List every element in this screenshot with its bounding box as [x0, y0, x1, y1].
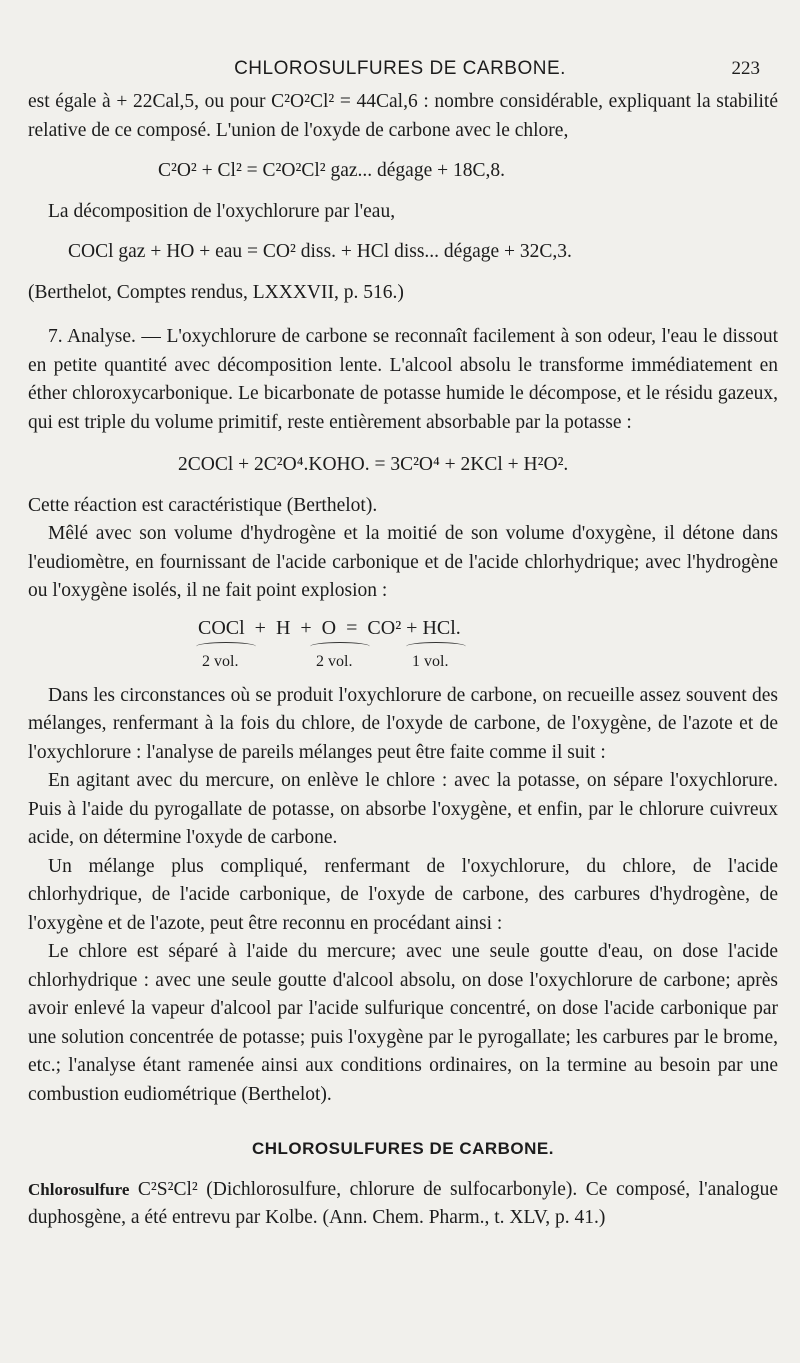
entry-lead: Chlorosulfure	[28, 1179, 130, 1199]
formula: 2COCl + 2C²O⁴.KOHO. = 3C²O⁴ + 2KCl + H²O².	[178, 454, 569, 475]
paragraph	[28, 1176, 778, 1233]
paragraph: La décomposition de l'oxychlorure par l'eau,	[48, 200, 396, 222]
formula: COCl gaz + HO + eau = CO² diss. + HCl diss... dégage + 32C,3.	[68, 241, 572, 262]
page-number: 223	[731, 58, 760, 79]
volume-equation	[28, 612, 778, 678]
citation: (Berthelot, Comptes rendus, LXXXVII, p. 516.)	[28, 281, 404, 303]
formula: COCl + H + O = CO² + HCl.	[198, 616, 461, 639]
paragraph: En agitant avec du mercure, on enlève le chlore : avec la potasse, on sépare l'oxychlorure. Puis à l'aide du pyrogallate de potasse, on absorbe l'oxygène, et enfin, par le chlorure cuivreux acide, on détermine l'oxyde de carbone.	[28, 770, 778, 848]
entry-text: C²S²Cl² (Dichlorosulfure, chlorure de sulfocarbonyle). Ce composé, l'analogue duphosgène, a été entrevu par Kolbe. (Ann. Chem. Pharm., t. XLV, p. 41.)	[28, 1178, 778, 1228]
running-head	[0, 58, 800, 88]
paragraph: Dans les circonstances où se produit l'oxychlorure de carbone, on recueille assez souvent des mélanges, renfermant à la fois du chlore, de l'oxyde de carbone, de l'oxygène, de l'azote et de l'oxychlorure : l'analyse de pareils mélanges peut être faite comme il suit :	[28, 684, 778, 763]
running-title: CHLOROSULFURES DE CARBONE.	[234, 58, 566, 79]
paragraph: Mêlé avec son volume d'hydrogène et la moitié de son volume d'oxygène, il détone dans l'eudiomètre, en fournissant de l'acide carbonique et de l'acide chlorhydrique; avec l'hydrogène ou l'oxygène isolés, il ne fait point explosion :	[28, 523, 778, 601]
paragraph: Cette réaction est caractéristique (Berthelot).	[28, 494, 378, 516]
paragraph: Le chlore est séparé à l'aide du mercure; avec une seule goutte d'eau, on dose l'acide chlorhydrique : avec une seule goutte d'alcool absolu, on dose l'oxychlorure de carbone; après avoir enlevé la vapeur d'alcool par l'acide sulfurique concentré, on dose l'acide carbonique par une solution concentrée de potasse; puis l'oxygène par le pyrogallate; les carbures par le brome, etc.; l'analyse étant ramenée ainsi aux conditions ordinaires, on la termine au besoin par une combustion eudiométrique (Berthelot).	[28, 941, 778, 1105]
volume-label: 1 vol.	[412, 652, 449, 670]
volume-label: 2 vol.	[202, 652, 239, 670]
page-body	[28, 88, 778, 1233]
section-title: CHLOROSULFURES DE CARBONE.	[251, 1139, 554, 1158]
paragraph: Un mélange plus compliqué, renfermant de l'oxychlorure, du chlore, de l'acide chlorhydrique, de l'acide carbonique, de l'oxyde de carbone, des carbures d'hydrogène, de l'oxygène et de l'azote, peut être reconnu en procédant ainsi :	[28, 855, 778, 934]
paragraph: 7. Analyse. — L'oxychlorure de carbone se reconnaît facilement à son odeur, l'eau le dissout en petite quantité avec décomposition lente. L'alcool absolu le transforme immédiatement en éther chloroxycarbonique. Le bicarbonate de potasse humide le décompose, et le résidu gazeux, qui est triple du volume primitif, reste entièrement absorbable par la potasse :	[28, 326, 778, 433]
formula: C²O² + Cl² = C²O²Cl² gaz... dégage + 18C,8.	[158, 160, 506, 181]
paragraph: est égale à + 22Cal,5, ou pour C²O²Cl² = 44Cal,6 : nombre considérable, expliquant la stabilité relative de ce composé. L'union de l'oxyde de carbone avec le chlore,	[28, 91, 778, 141]
volume-label: 2 vol.	[316, 652, 353, 670]
